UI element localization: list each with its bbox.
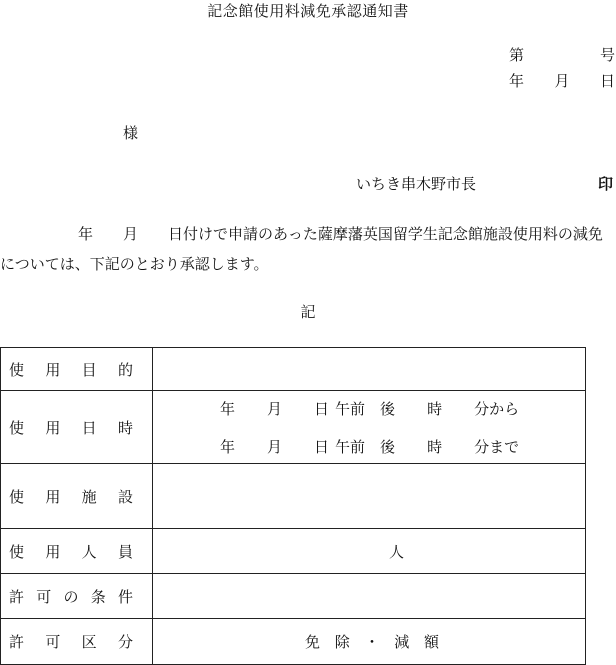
row-label-persons: 使 用 人 員 <box>1 529 153 574</box>
table-row <box>1 464 586 529</box>
addressee: 様 <box>123 124 139 142</box>
body-month: 月 <box>123 225 139 243</box>
persons-value[interactable] <box>153 529 586 574</box>
table-row <box>1 574 586 619</box>
permit-reduce-1[interactable]: 減 <box>394 633 410 651</box>
permit-type-value[interactable] <box>153 619 586 665</box>
purpose-value[interactable] <box>153 348 586 391</box>
permit-exempt-2[interactable]: 除 <box>334 633 350 651</box>
body-text-1: 日付けで申請のあった薩摩藩英国留学生記念館施設使用料の減免 <box>168 225 603 243</box>
row-label-facility: 使 用 施 設 <box>1 464 153 529</box>
table-row <box>1 619 586 665</box>
datetime-from: 年 月 日 午前 後 時 分から <box>220 399 520 418</box>
reference-number <box>509 44 615 65</box>
details-table <box>0 347 586 665</box>
datetime-to: 年 月 日 午前 後 時 分まで <box>220 437 520 456</box>
ki-heading: 記 <box>300 303 316 321</box>
table-row <box>1 391 586 464</box>
ref-dai: 第 <box>509 46 525 64</box>
permit-exempt-1[interactable]: 免 <box>305 633 321 651</box>
issue-date <box>509 70 615 91</box>
table-row <box>1 529 586 574</box>
row-label-datetime: 使 用 日 時 <box>1 391 153 464</box>
conditions-value[interactable] <box>153 574 586 619</box>
row-label-conditions: 許 可 の 条 件 <box>1 574 153 619</box>
table-row <box>1 348 586 391</box>
permit-separator: ・ <box>364 633 380 651</box>
ref-go: 号 <box>599 46 615 64</box>
permit-reduce-2[interactable]: 額 <box>423 633 439 651</box>
persons-unit: 人 <box>389 542 405 561</box>
body-line-1 <box>0 223 616 244</box>
date-month: 月 <box>554 72 570 90</box>
document-title: 記念館使用料減免承認通知書 <box>207 2 409 20</box>
seal-mark: 印 <box>598 175 614 193</box>
datetime-value[interactable] <box>153 391 586 464</box>
row-label-permit-type: 許 可 区 分 <box>1 619 153 665</box>
body-line-2: については、下記のとおり承認します。 <box>0 255 269 273</box>
date-day: 日 <box>599 72 615 90</box>
body-year: 年 <box>78 225 94 243</box>
facility-value[interactable] <box>153 464 586 529</box>
date-year: 年 <box>509 72 525 90</box>
row-label-purpose: 使 用 目 的 <box>1 348 153 391</box>
issuer-name: いちき串木野市長 <box>356 175 477 193</box>
